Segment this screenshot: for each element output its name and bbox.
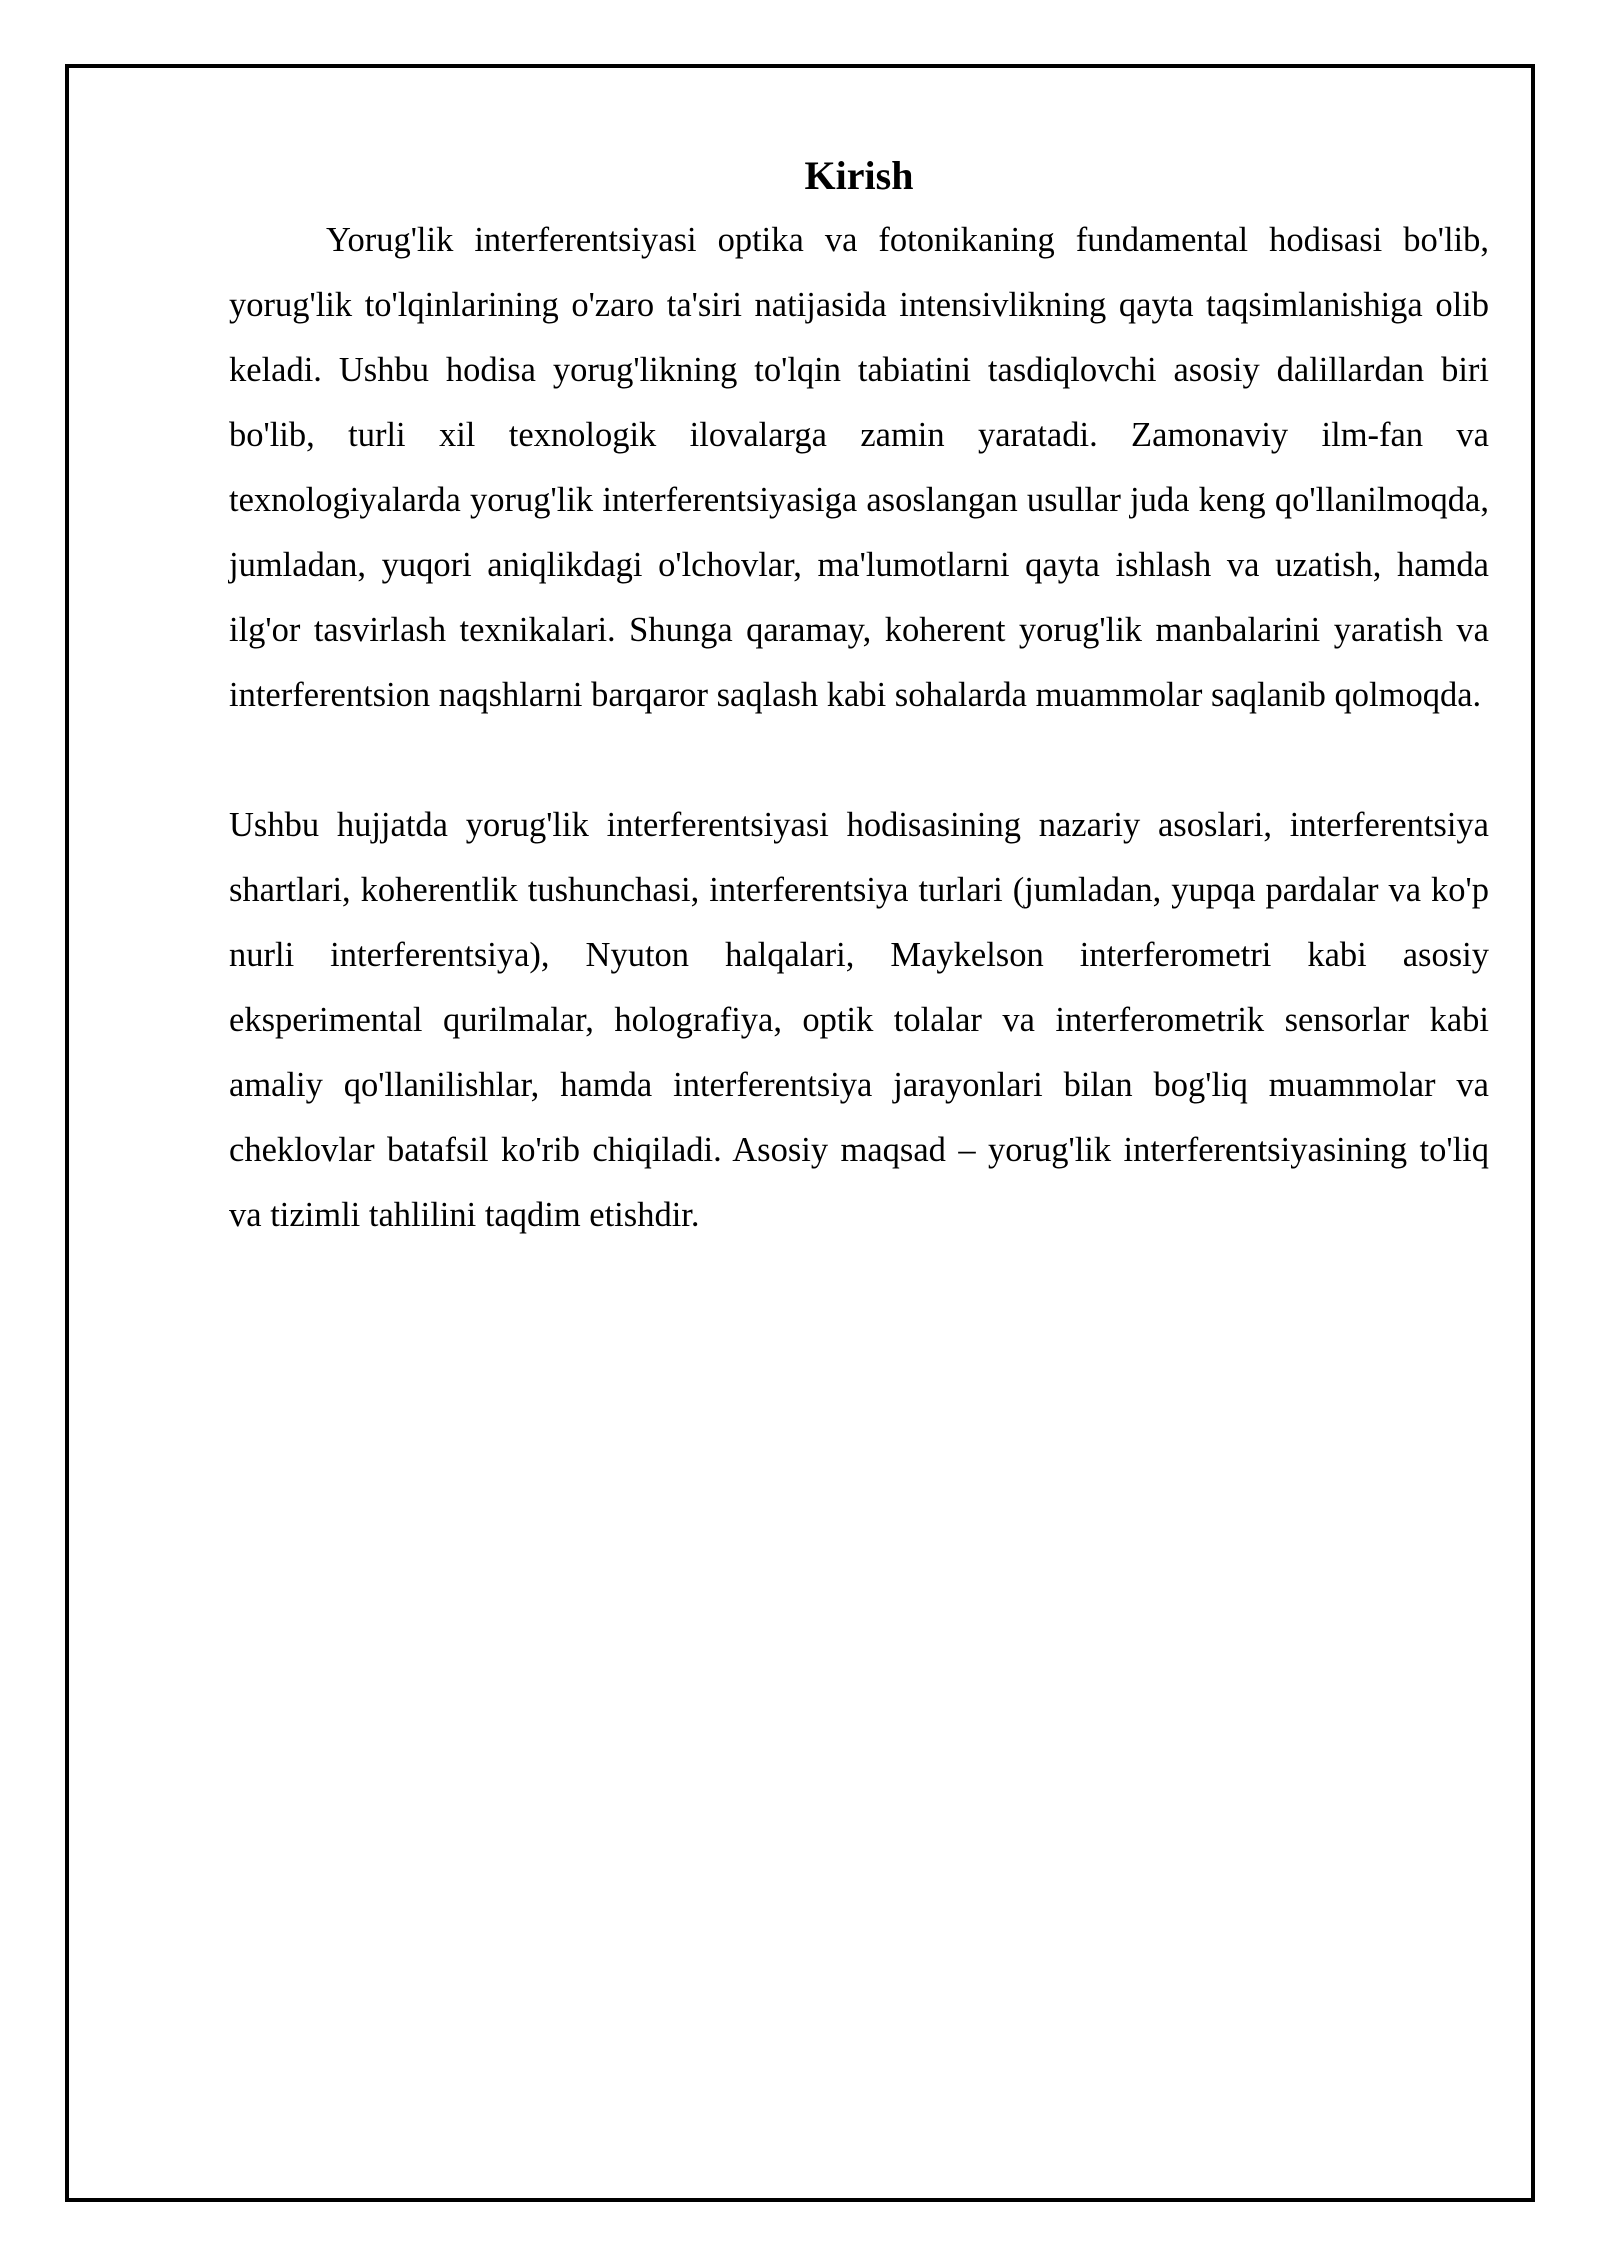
- paragraph-scope: Ushbu hujjatda yorug'lik interferentsiyasi hodisasining nazariy asoslari, interferentsiya shartlari, koherentlik tushunchasi, interferentsiya turlari (jumladan, yupqa pardalar va ko'p nurli interferentsiya), Nyuton halqalari, Maykelson interferometri kabi asosiy eksperimental qurilmalar, holografiya, optik tolalar va interferometrik sensorlar kabi amaliy qo'llanilishlar, hamda interferentsiya jarayonlari bilan bog'liq muammolar va cheklovlar batafsil ko'rib chiqiladi. Asosiy maqsad – yorug'lik interferentsiyasining to'liq va tizimli tahlilini taqdim etishdir.: [229, 806, 1489, 1234]
- document-body: [229, 150, 1489, 1248]
- page-title: Kirish: [804, 153, 914, 198]
- paragraph-intro: Yorug'lik interferentsiyasi optika va fotonikaning fundamental hodisasi bo'lib, yorug'lik to'lqinlarining o'zaro ta'siri natijasida intensivlikning qayta taqsimlanishiga olib keladi. Ushbu hodisa yorug'likning to'lqin tabiatini tasdiqlovchi asosiy dalillardan biri bo'lib, turli xil texnologik ilovalarga zamin yaratadi. Zamonaviy ilm-fan va texnologiyalarda yorug'lik interferentsiyasiga asoslangan usullar juda keng qo'llanilmoqda, jumladan, yuqori aniqlikdagi o'lchovlar, ma'lumotlarni qayta ishlash va uzatish, hamda ilg'or tasvirlash texnikalari. Shunga qaramay, koherent yorug'lik manbalarini yaratish va interferentsion naqshlarni barqaror saqlash kabi sohalarda muammolar saqlanib qolmoqda.: [229, 221, 1489, 714]
- paragraph-spacer: [229, 728, 1489, 793]
